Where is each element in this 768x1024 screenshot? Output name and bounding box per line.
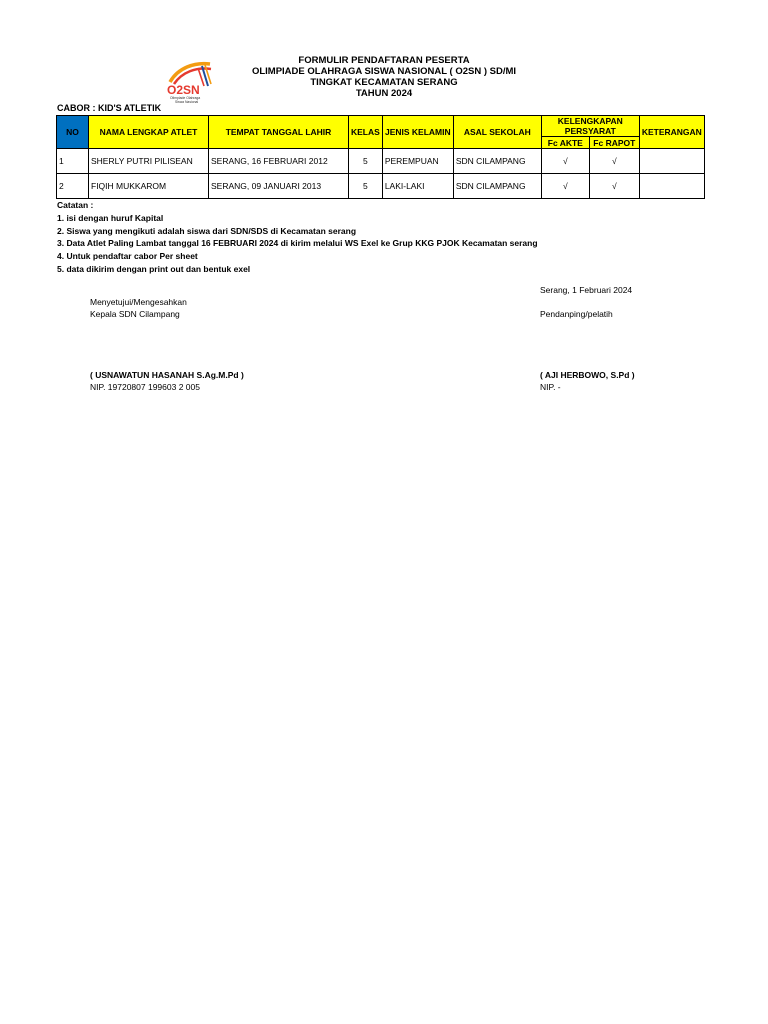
cell-no: 1 (57, 149, 89, 174)
cell-keterangan (639, 149, 704, 174)
note-item: 1. isi dengan huruf Kapital (57, 212, 164, 223)
o2sn-logo (164, 60, 214, 104)
col-header-fc-akte: Fc AKTE (541, 137, 589, 149)
table-row (57, 174, 705, 199)
col-header-fc-rapot: Fc RAPOT (589, 137, 639, 149)
participant-table (56, 115, 705, 199)
col-header-ttl: TEMPAT TANGGAL LAHIR (209, 116, 349, 149)
notes-section (57, 199, 538, 276)
col-header-jenis-kelamin: JENIS KELAMIN (382, 116, 453, 149)
cell-nama: SHERLY PUTRI PILISEAN (89, 149, 209, 174)
left-signatory-name: ( USNAWATUN HASANAH S.Ag.M.Pd ) (90, 370, 244, 380)
title-line-3: TINGKAT KECAMATAN SERANG (310, 77, 458, 88)
cell-kelas: 5 (349, 174, 383, 199)
place-date: Serang, 1 Februari 2024 (540, 285, 633, 295)
cell-asal-sekolah: SDN CILAMPANG (453, 174, 541, 199)
table-header-row (57, 116, 705, 137)
cell-fc-akte: √ (541, 149, 589, 174)
cell-jenis-kelamin: LAKI-LAKI (382, 174, 453, 199)
cell-keterangan (639, 174, 704, 199)
cell-fc-akte: √ (541, 174, 589, 199)
note-item: 4. Untuk pendaftar cabor Per sheet (57, 251, 198, 262)
cell-fc-rapot: √ (589, 149, 639, 174)
table-row (57, 149, 705, 174)
right-signatory-name: ( AJI HERBOWO, S.Pd ) (540, 370, 635, 380)
left-signatory-nip: NIP. 19720807 199603 2 005 (90, 382, 200, 392)
cell-fc-rapot: √ (589, 174, 639, 199)
svg-text:Olimpiade Olahraga: Olimpiade Olahraga (170, 96, 201, 100)
svg-text:Siswa Nasional: Siswa Nasional (175, 100, 199, 104)
cell-nama: FIQIH MUKKAROM (89, 174, 209, 199)
title-line-1: FORMULIR PENDAFTARAN PESERTA (298, 55, 470, 66)
col-header-kelas: KELAS (349, 116, 383, 149)
cell-no: 2 (57, 174, 89, 199)
col-header-asal-sekolah: ASAL SEKOLAH (453, 116, 541, 149)
note-item: 2. Siswa yang mengikuti adalah siswa dari SDN/SDS di Kecamatan serang (57, 225, 357, 236)
cell-jenis-kelamin: PEREMPUAN (382, 149, 453, 174)
cell-asal-sekolah: SDN CILAMPANG (453, 149, 541, 174)
left-sig-line1: Menyetujui/Mengesahkan (90, 297, 187, 307)
svg-text:O2SN: O2SN (167, 83, 200, 97)
col-header-kelengkapan: KELENGKAPAN PERSYARAT (541, 116, 639, 137)
note-item: 5. data dikirim dengan print out dan bentuk exel (57, 263, 251, 274)
form-title (0, 55, 768, 99)
cell-ttl: SERANG, 16 FEBRUARI 2012 (209, 149, 349, 174)
notes-title: Catatan : (57, 200, 94, 210)
col-header-keterangan: KETERANGAN (639, 116, 704, 149)
title-line-4: TAHUN 2024 (355, 88, 413, 99)
col-header-nama: NAMA LENGKAP ATLET (89, 116, 209, 149)
cabor-label: CABOR : KID'S ATLETIK (57, 103, 162, 113)
title-line-2: OLIMPIADE OLAHRAGA SISWA NASIONAL ( O2SN ) SD/MI (251, 66, 517, 77)
note-item: 3. Data Atlet Paling Lambat tanggal 16 FEBRUARI 2024 di kirim melalui WS Exel ke Grup KKG PJOK Kecamatan serang (57, 238, 538, 249)
right-sig-line1: Pendanping/pelatih (540, 309, 613, 319)
right-signatory-nip: NIP. - (540, 382, 561, 392)
left-sig-line2: Kepala SDN Cilampang (90, 309, 180, 319)
cell-kelas: 5 (349, 149, 383, 174)
cell-ttl: SERANG, 09 JANUARI 2013 (209, 174, 349, 199)
o2sn-logo-graphic (164, 60, 214, 104)
col-header-no: NO (57, 116, 89, 149)
